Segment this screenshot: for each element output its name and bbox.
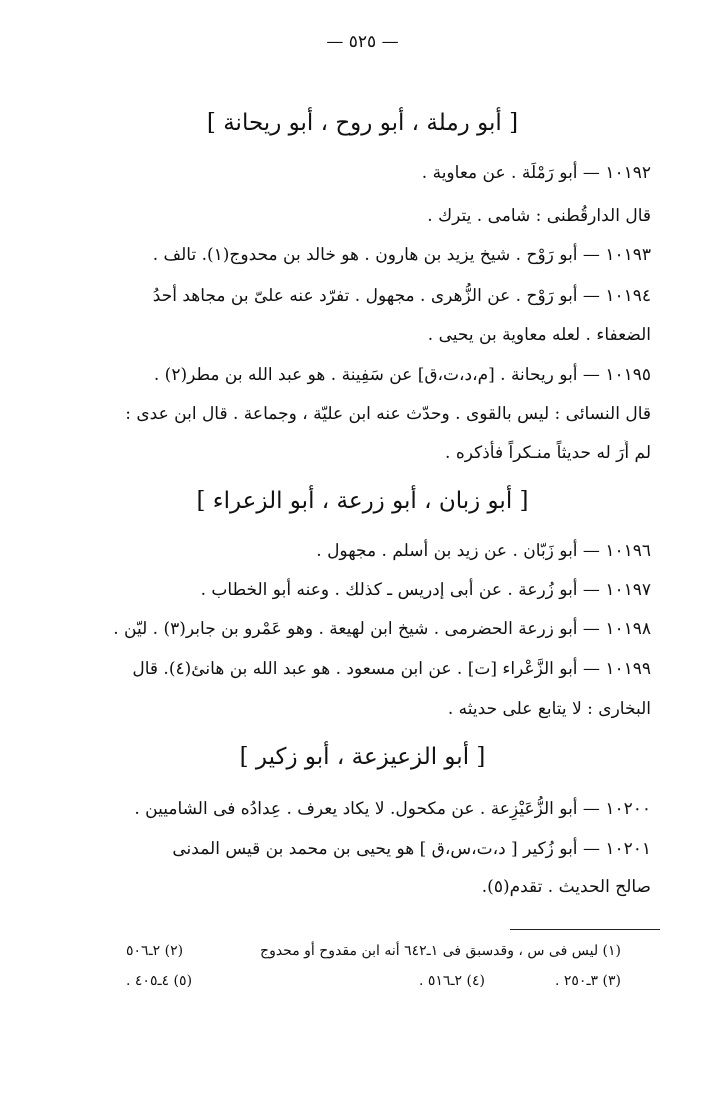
section-header: [ أبو زبان ، أبو زرعة ، أبو الزعراء ]	[196, 488, 529, 514]
entry-line: ١٠٢٠١ — أبو زُكير [ د،ت،س،ق ] هو يحيى بن محمد بن قيس المدنى	[172, 839, 651, 859]
footnote: (٣) ٣ـ٢٥٠ .	[554, 973, 621, 989]
footnote-separator	[510, 929, 660, 930]
entry-line: صالح الحديث . تقدم(٥).	[481, 877, 651, 897]
entry-line: ١٠١٩٢ — أبو رَمْلَة . عن معاوية .	[421, 163, 651, 183]
entry-line: قال الدارقُطنى : شامى . يترك .	[427, 206, 651, 226]
page-number: — ٥٢٥ —	[326, 32, 399, 52]
entry-line: ١٠٢٠٠ — أبو الزُّعَيْزِعة . عن مكحول. لا يكاد يعرف . عِدادُه فى الشاميين .	[134, 799, 651, 819]
footnote: (١) ليس فى س ، وقدسبق فى ١ـ٦٤٢ أنه ابن مقدوح أو محدوج	[260, 943, 621, 959]
entry-line: ١٠١٩٥ — أبو ريحانة . [م،د،ت،ق] عن سَفِينة . هو عبد الله بن مطر(٢) .	[153, 365, 651, 385]
entry-line: البخارى : لا يتابع على حديثه .	[447, 699, 651, 719]
entry-line: ١٠١٩٤ — أبو رَوْح . عن الزُّهرى . مجهول . تفرّد عنه علىّ بن مجاهد أحدُ	[152, 286, 651, 306]
entry-line: الضعفاء . لعله معاوية بن يحيى .	[427, 325, 651, 345]
entry-line: قال النسائى : ليس بالقوى . وحدّث عنه ابن عليّة ، وجماعة . قال ابن عدى :	[125, 404, 651, 424]
footnote: (٢) ٢ـ٥٠٦	[126, 943, 184, 959]
footnote: (٥) ٤ـ٤٠٥ .	[126, 973, 193, 989]
section-header: [ أبو رملة ، أبو روح ، أبو ريحانة ]	[206, 110, 519, 136]
entry-line: ١٠١٩٦ — أبو زَبّان . عن زيد بن أسلم . مجهول .	[316, 541, 651, 561]
section-header: [ أبو الزعيزعة ، أبو زكير ]	[239, 744, 486, 770]
entry-line: ١٠١٩٩ — أبو الزَّعْراء [ت] . عن ابن مسعود . هو عبد الله بن هانئ(٤). قال	[132, 659, 651, 679]
entry-line: ١٠١٩٨ — أبو زرعة الحضرمى . شيخ ابن لهيعة . وهو عَمْرو بن جابر(٣) . ليّن .	[113, 619, 651, 639]
footnote: (٤) ٢ـ٥١٦ .	[418, 973, 485, 989]
entry-line: ١٠١٩٣ — أبو رَوْح . شيخ يزيد بن هارون . هو خالد بن محدوج(١). تالف .	[152, 245, 651, 265]
entry-line: ١٠١٩٧ — أبو زُرعة . عن أبى إدريس ـ كذلك . وعنه أبو الخطاب .	[200, 580, 651, 600]
entry-line: لم أَرَ له حديثاً منـكراً فأذكره .	[445, 443, 651, 463]
